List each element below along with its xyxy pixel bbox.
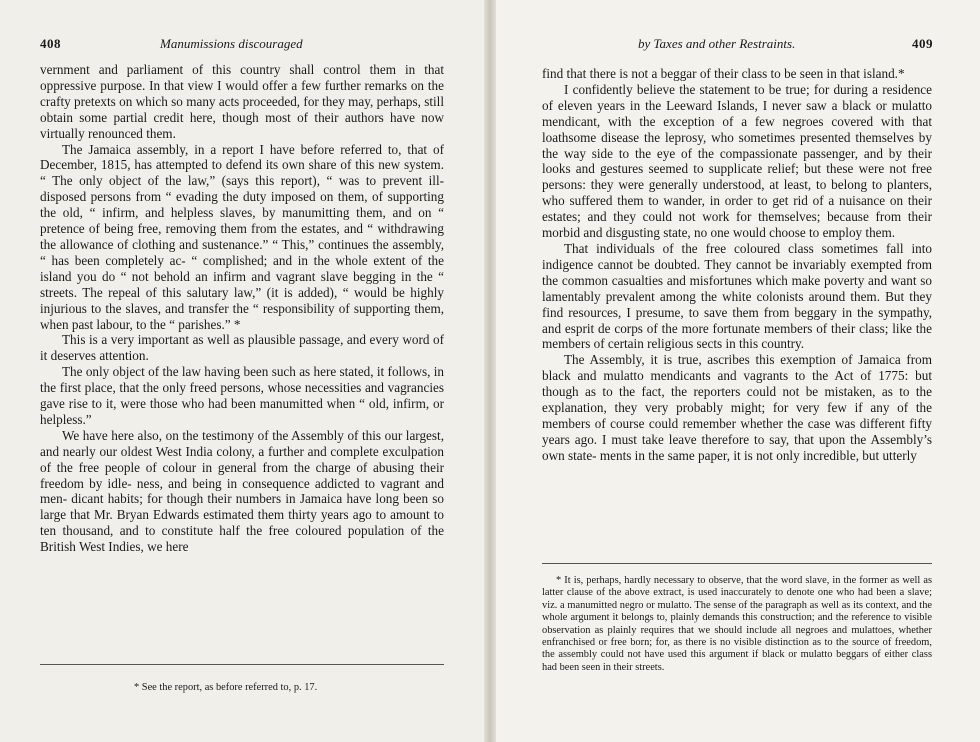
left-running-title: Manumissions discouraged <box>160 36 303 51</box>
right-footnote <box>542 575 932 674</box>
left-footnote <box>120 682 420 694</box>
left-paragraph-3: This is a very important as well as plausible passage, and every word of it deserves attention. <box>40 332 444 364</box>
right-paragraph-1: find that there is not a beggar of their class to be seen in that island.* <box>542 66 905 81</box>
right-page-number: 409 <box>912 36 933 51</box>
right-footnote-rule <box>542 563 932 564</box>
left-paragraph-2: The Jamaica assembly, in a report I have before referred to, that of December, 1815, has attempted to defend its own share of this new system. “ The only object of the law,” (says this report), “ was to prevent ill-disposed persons from “ evading the duty imposed on them, of supporting the old, “ infirm, and helpless slaves, by manumitting them, and on “ pretence of being free, removing them from the estates, and “ withdrawing the allowance of clothing and sustenance.” “ This,” continues the assembly, “ has been completely ac- “ complished; and in the whole extent of the island you do “ not behold an infirm and vagrant slave begging in the “ streets. The repeal of this salutary law,” (it is added), “ would be highly injurious to the slaves, and transfer the “ responsibility of supporting them, when past labour, to the “ parishes.” * <box>40 141 444 332</box>
left-footnote-text: * See the report, as before referred to, p. 17. <box>134 682 318 693</box>
right-body-text <box>542 66 932 464</box>
right-paragraph-2: I confidently believe the statement to be true; for during a residence of eleven years in the Leeward Islands, I never saw a black or mulatto mendicant, with the exception of a few negroes covered with that loathsome disease the leprosy, who sometimes presented themselves by the way side to the eye of the compassionate passenger, and by their looks and gestures seemed to supplicate relief; but these were not free persons: they were generally understood, at least, to belong to planters, who suffered them to wander, in order to get rid of a nuisance on their estates; and they could not work for themselves; because from their morbid and disgusting state, no one would choose to employ them. <box>542 81 932 241</box>
right-footnote-text: * It is, perhaps, hardly necessary to observe, that the word slave, in the former as well as latter clause of the above extract, is used inaccurately to denote one who had been a slave; viz. a manumitted negro or mulatto. The sense of the paragraph as well as its context, and the whole argument it belongs to, plainly demands this construction; and the reference to visible observation as plainly requires that we should include all negroes and mulattoes, whether enfranchised or free born; for, as there is no visible distinction as to the source of freedom, the assembly could not have used this argument if black or mulatto beggars of either class had been seen in their streets. <box>542 575 932 673</box>
left-paragraph-1: vernment and parliament of this country shall control them in that oppressive purpose. In that view I would offer a few further remarks on the crafty pretexts on which so many acts proceeded, for they may, perhaps, still obtain some partial credit here, though most of their authors have now virtually renounced them. <box>40 62 444 141</box>
left-paragraph-4: The only object of the law having been such as here stated, it follows, in the first place, that the only freed persons, whose necessities and vagrancies gave rise to it, were those who had been manumitted when “ old, infirm, or helpless.” <box>40 364 444 427</box>
left-body-text <box>40 62 444 555</box>
right-running-title: by Taxes and other Restraints. <box>638 36 796 51</box>
left-footnote-rule <box>40 664 444 665</box>
right-page <box>490 0 980 742</box>
right-paragraph-3: That individuals of the free coloured class sometimes fall into indigence cannot be doubted. They cannot be invariably exempted from the common casualties and misfortunes which make poverty and want so lamentably prevalent among the white colonists around them. But they find resources, I presume, to save them from beggary in the sympathy, and esprit de corps of the more fortunate members of their class; like the members of certain religious sects in this country. <box>542 240 932 352</box>
left-page-number: 408 <box>40 36 61 51</box>
right-paragraph-4: The Assembly, it is true, ascribes this exemption of Jamaica from black and mulatto mendicants and vagrants to the Act of 1775: but though as to the fact, the reporters could not be mistaken, as to the explanation, they very probably might; for very few if any of the members of course could remember whether the case was different fifty years ago. I must take leave therefore to say, that upon the Assembly’s own state- ments in the same paper, it is not only incredible, but utterly <box>542 352 932 463</box>
left-paragraph-5: We have here also, on the testimony of the Assembly of this our largest, and nearly our oldest West India colony, a further and complete exculpation of the free people of colour in general from the charge of abusing their freedom by idle- ness, and being in consequence addicted to vagrant and men- dicant habits; for though their numbers in Jamaica have long been so large that Mr. Bryan Edwards estimated them thirty years ago to amount to ten thousand, and to constitute half the free coloured population of the British West Indies, we here <box>40 427 444 555</box>
book-gutter <box>484 0 496 742</box>
